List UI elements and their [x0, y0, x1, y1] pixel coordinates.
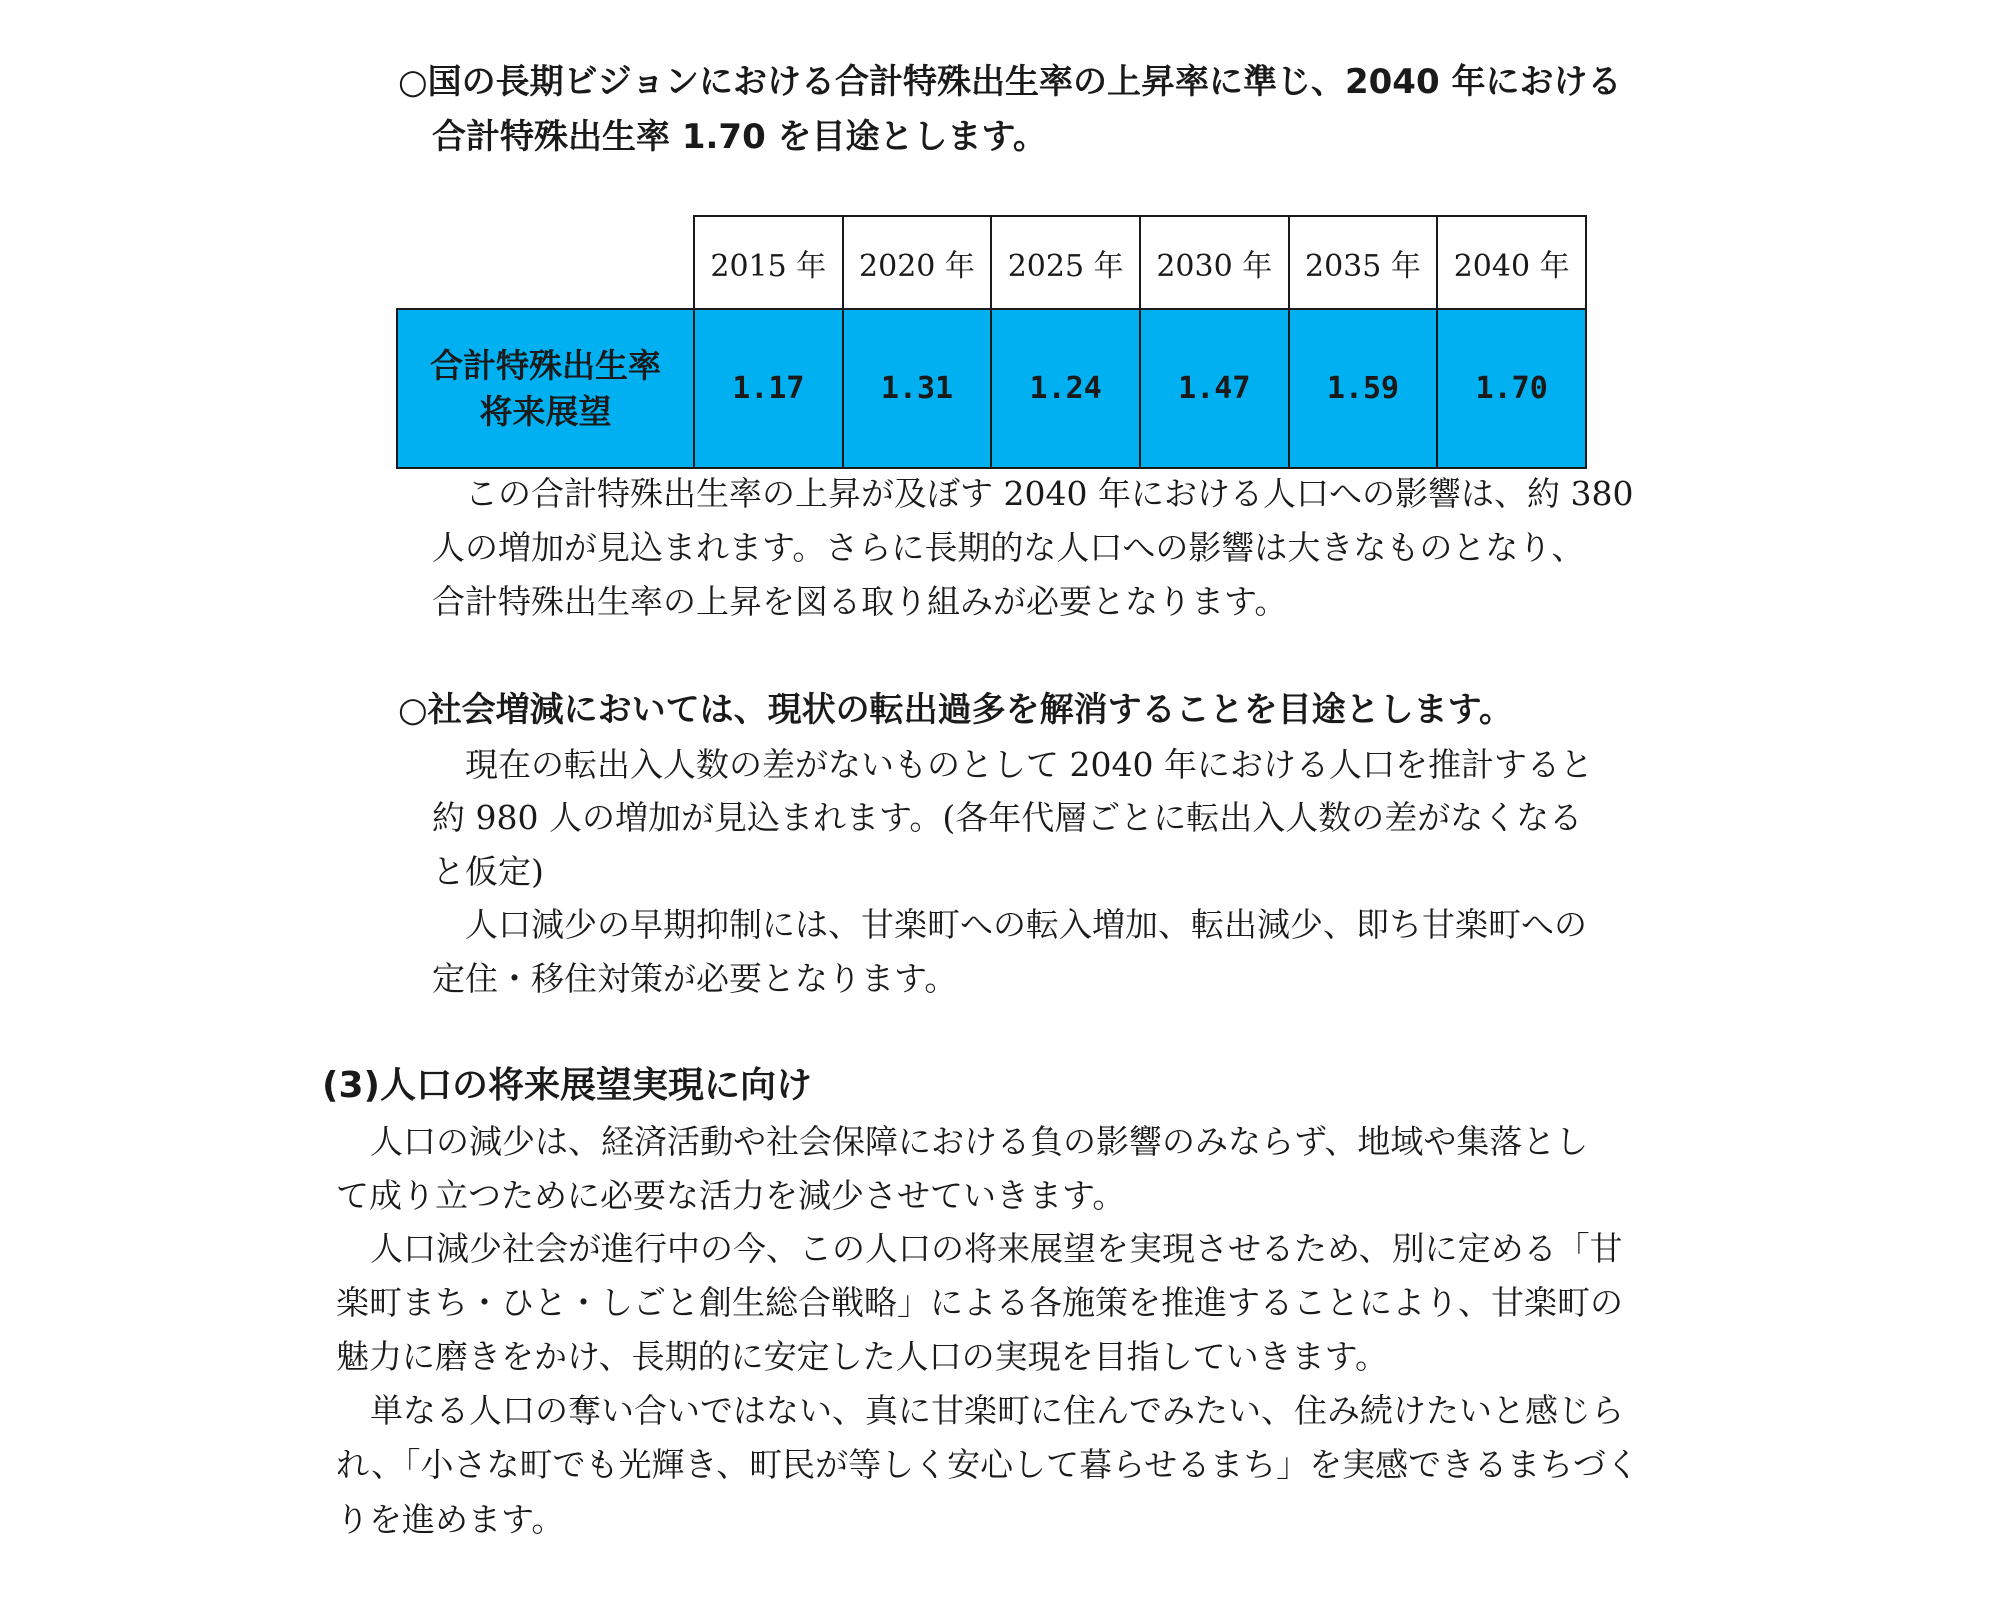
section2-body-line2: 約 980 人の増加が見込まれます。(各年代層ごとに転出入人数の差がなくなる [432, 798, 1583, 837]
row-label-line2: 将来展望 [479, 391, 612, 431]
row-label-line1: 合計特殊出生率 [430, 345, 661, 385]
rate-value-cell: 1.17 [694, 309, 843, 468]
section1-heading-line1: ○国の長期ビジョンにおける合計特殊出生率の上昇率に準じ、2040 年における [398, 62, 1622, 102]
section2-body-line4: 人口減少の早期抑制には、甘楽町への転入増加、転出減少、即ち甘楽町への [465, 905, 1587, 944]
row-label-cell [397, 309, 694, 468]
year-header: 2015 年 [694, 216, 843, 309]
table-corner-blank [397, 216, 694, 309]
section1-body-line3: 合計特殊出生率の上昇を図る取り組みが必要となります。 [432, 582, 1288, 621]
year-header: 2035 年 [1289, 216, 1438, 309]
section3-p3-line2: れ、「小さな町でも光輝き、町民が等しく安心して暮らせるまち」を実感できるまちづく [336, 1445, 1639, 1484]
section2-body-line5: 定住・移住対策が必要となります。 [432, 959, 958, 998]
section2-heading: ○社会増減においては、現状の転出過多を解消することを目途とします。 [398, 690, 1513, 730]
rate-value-cell: 1.24 [991, 309, 1140, 468]
section1-heading-line2: 合計特殊出生率 1.70 を目途とします。 [432, 117, 1047, 157]
year-header: 2040 年 [1437, 216, 1586, 309]
table-row [397, 309, 1586, 468]
rate-value-cell: 1.47 [1140, 309, 1289, 468]
rate-value-cell: 1.70 [1437, 309, 1586, 468]
section3-p3-line1: 単なる人口の奪い合いではない、真に甘楽町に住んでみたい、住み続けたいと感じら [370, 1391, 1624, 1430]
section3-p3-line3: りを進めます。 [336, 1500, 565, 1539]
section2-body-line1: 現在の転出入人数の差がないものとして 2040 年における人口を推計すると [465, 745, 1593, 784]
rate-value-cell: 1.59 [1289, 309, 1438, 468]
fertility-rate-table [396, 215, 1587, 469]
section1-body-line2: 人の増加が見込まれます。さらに長期的な人口への影響は大きなものとなり、 [432, 528, 1585, 567]
section1-body-line1: この合計特殊出生率の上昇が及ぼす 2040 年における人口への影響は、約 380 [465, 474, 1634, 513]
section3-p2-line2: 楽町まち・ひと・しごと創生総合戦略」による各施策を推進することにより、甘楽町の [336, 1283, 1623, 1322]
section3-p2-line3: 魅力に磨きをかけ、長期的に安定した人口の実現を目指していきます。 [336, 1337, 1389, 1376]
section3-p1-line1: 人口の減少は、経済活動や社会保障における負の影響のみならず、地域や集落とし [370, 1122, 1589, 1161]
table-header-row [397, 216, 1586, 309]
rate-value-cell: 1.31 [843, 309, 992, 468]
section3-p2-line1: 人口減少社会が進行中の今、この人口の将来展望を実現させるため、別に定める「甘 [370, 1229, 1623, 1268]
section3-p1-line2: て成り立つために必要な活力を減少させていきます。 [336, 1176, 1126, 1215]
year-header: 2030 年 [1140, 216, 1289, 309]
year-header: 2020 年 [843, 216, 992, 309]
section2-body-line3: と仮定) [432, 852, 544, 891]
section3-heading: (3)人口の将来展望実現に向け [322, 1065, 812, 1106]
year-header: 2025 年 [991, 216, 1140, 309]
